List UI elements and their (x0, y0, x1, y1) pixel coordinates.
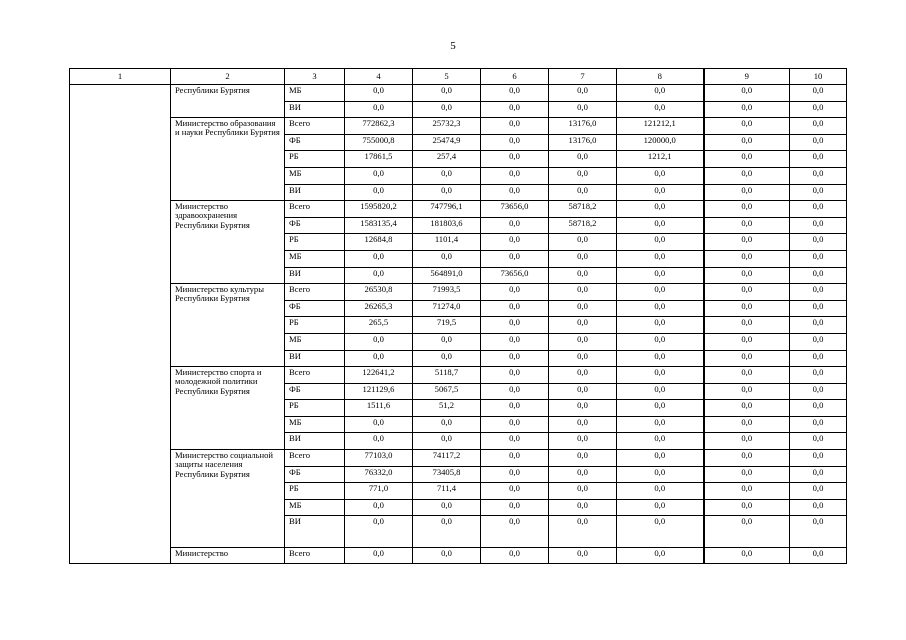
funding-source-cell: РБ (285, 234, 345, 251)
value-cell: 71993,5 (413, 284, 481, 301)
table-row (70, 201, 847, 218)
value-cell: 0,0 (481, 134, 549, 151)
value-cell: 0,0 (481, 383, 549, 400)
value-cell: 0,0 (790, 333, 847, 350)
value-cell: 0,0 (704, 499, 790, 516)
value-cell: 0,0 (549, 400, 617, 417)
value-cell: 0,0 (413, 333, 481, 350)
value-cell: 0,0 (704, 267, 790, 284)
value-cell: 0,0 (549, 250, 617, 267)
funding-source-cell: Всего (285, 284, 345, 301)
value-cell: 0,0 (549, 101, 617, 118)
value-cell: 0,0 (549, 284, 617, 301)
value-cell: 0,0 (481, 250, 549, 267)
value-cell: 564891,0 (413, 267, 481, 284)
value-cell: 0,0 (481, 450, 549, 467)
funding-source-cell: ВИ (285, 101, 345, 118)
header-cell: 3 (285, 69, 345, 85)
table-row (70, 118, 847, 135)
value-cell: 0,0 (345, 516, 413, 548)
value-cell: 26265,3 (345, 300, 413, 317)
value-cell: 13176,0 (549, 134, 617, 151)
value-cell: 0,0 (704, 118, 790, 135)
value-cell: 0,0 (481, 516, 549, 548)
value-cell: 0,0 (549, 151, 617, 168)
value-cell: 0,0 (704, 516, 790, 548)
value-cell: 26530,8 (345, 284, 413, 301)
value-cell: 1511,6 (345, 400, 413, 417)
value-cell: 0,0 (481, 118, 549, 135)
funding-source-cell: МБ (285, 416, 345, 433)
value-cell: 1595820,2 (345, 201, 413, 218)
value-cell: 0,0 (790, 118, 847, 135)
value-cell: 0,0 (704, 101, 790, 118)
value-cell: 74117,2 (413, 450, 481, 467)
value-cell: 265,5 (345, 317, 413, 334)
value-cell: 0,0 (617, 466, 704, 483)
value-cell: 0,0 (704, 367, 790, 384)
value-cell: 17861,5 (345, 151, 413, 168)
value-cell: 711,4 (413, 483, 481, 500)
table-row (70, 450, 847, 467)
value-cell: 0,0 (704, 350, 790, 367)
value-cell: 0,0 (481, 416, 549, 433)
value-cell: 755000,8 (345, 134, 413, 151)
value-cell: 0,0 (790, 317, 847, 334)
value-cell: 0,0 (345, 499, 413, 516)
value-cell: 0,0 (704, 416, 790, 433)
value-cell: 0,0 (704, 383, 790, 400)
organization-cell: Республики Бурятия (171, 85, 285, 118)
value-cell: 0,0 (481, 350, 549, 367)
value-cell: 0,0 (413, 350, 481, 367)
value-cell: 0,0 (413, 250, 481, 267)
value-cell: 0,0 (481, 367, 549, 384)
value-cell: 0,0 (345, 433, 413, 450)
value-cell: 0,0 (549, 85, 617, 102)
value-cell: 0,0 (617, 184, 704, 201)
value-cell: 0,0 (704, 234, 790, 251)
value-cell: 0,0 (481, 300, 549, 317)
funding-source-cell: Всего (285, 450, 345, 467)
value-cell: 0,0 (413, 167, 481, 184)
table-row (70, 85, 847, 102)
value-cell: 0,0 (481, 548, 549, 564)
value-cell: 0,0 (345, 548, 413, 564)
value-cell: 0,0 (617, 416, 704, 433)
value-cell: 0,0 (413, 85, 481, 102)
value-cell: 1101,4 (413, 234, 481, 251)
value-cell: 0,0 (790, 483, 847, 500)
value-cell: 0,0 (549, 167, 617, 184)
value-cell: 0,0 (345, 184, 413, 201)
organization-cell: Министерство культуры Республики Бурятия (171, 284, 285, 367)
value-cell: 0,0 (704, 483, 790, 500)
value-cell: 257,4 (413, 151, 481, 168)
value-cell: 0,0 (704, 85, 790, 102)
value-cell: 0,0 (617, 499, 704, 516)
value-cell: 0,0 (617, 367, 704, 384)
funding-source-cell: ВИ (285, 433, 345, 450)
value-cell: 0,0 (345, 167, 413, 184)
value-cell: 0,0 (481, 217, 549, 234)
value-cell: 0,0 (617, 300, 704, 317)
value-cell: 0,0 (790, 85, 847, 102)
value-cell: 1583135,4 (345, 217, 413, 234)
value-cell: 0,0 (481, 466, 549, 483)
funding-source-cell: ВИ (285, 267, 345, 284)
table-row (70, 367, 847, 384)
funding-source-cell: РБ (285, 317, 345, 334)
value-cell: 122641,2 (345, 367, 413, 384)
value-cell: 0,0 (549, 416, 617, 433)
value-cell: 0,0 (481, 85, 549, 102)
value-cell: 5067,5 (413, 383, 481, 400)
value-cell: 0,0 (617, 85, 704, 102)
organization-cell: Министерство спорта и молодежной политики Республики Бурятия (171, 367, 285, 450)
value-cell: 0,0 (704, 433, 790, 450)
value-cell: 0,0 (790, 167, 847, 184)
value-cell: 0,0 (413, 548, 481, 564)
value-cell: 0,0 (549, 466, 617, 483)
value-cell: 58718,2 (549, 201, 617, 218)
value-cell: 0,0 (617, 450, 704, 467)
row-number-cell (70, 85, 171, 564)
value-cell: 0,0 (345, 350, 413, 367)
organization-cell: Министерство (171, 548, 285, 564)
value-cell: 0,0 (617, 101, 704, 118)
funding-source-cell: Всего (285, 548, 345, 564)
funding-source-cell: ФБ (285, 217, 345, 234)
funding-source-cell: МБ (285, 333, 345, 350)
funding-source-cell: ВИ (285, 184, 345, 201)
value-cell: 0,0 (790, 400, 847, 417)
value-cell: 0,0 (345, 101, 413, 118)
value-cell: 0,0 (345, 267, 413, 284)
value-cell: 0,0 (345, 416, 413, 433)
value-cell: 0,0 (790, 250, 847, 267)
value-cell: 5118,7 (413, 367, 481, 384)
value-cell: 747796,1 (413, 201, 481, 218)
value-cell: 0,0 (704, 284, 790, 301)
header-cell: 2 (171, 69, 285, 85)
value-cell: 0,0 (790, 184, 847, 201)
value-cell: 0,0 (790, 284, 847, 301)
header-cell: 8 (617, 69, 704, 85)
value-cell: 0,0 (549, 548, 617, 564)
value-cell: 0,0 (549, 234, 617, 251)
value-cell: 73405,8 (413, 466, 481, 483)
header-cell: 10 (790, 69, 847, 85)
value-cell: 120000,0 (617, 134, 704, 151)
funding-source-cell: ФБ (285, 383, 345, 400)
value-cell: 0,0 (481, 234, 549, 251)
header-cell: 6 (481, 69, 549, 85)
value-cell: 0,0 (790, 433, 847, 450)
value-cell: 0,0 (549, 499, 617, 516)
value-cell: 0,0 (617, 201, 704, 218)
value-cell: 0,0 (549, 333, 617, 350)
value-cell: 0,0 (345, 250, 413, 267)
value-cell: 0,0 (617, 234, 704, 251)
budget-table (69, 68, 847, 564)
value-cell: 0,0 (481, 101, 549, 118)
value-cell: 0,0 (617, 400, 704, 417)
value-cell: 0,0 (790, 499, 847, 516)
value-cell: 51,2 (413, 400, 481, 417)
value-cell: 76332,0 (345, 466, 413, 483)
value-cell: 77103,0 (345, 450, 413, 467)
value-cell: 0,0 (790, 151, 847, 168)
value-cell: 1212,1 (617, 151, 704, 168)
value-cell: 13176,0 (549, 118, 617, 135)
funding-source-cell: МБ (285, 499, 345, 516)
value-cell: 0,0 (617, 217, 704, 234)
value-cell: 0,0 (704, 548, 790, 564)
value-cell: 0,0 (617, 383, 704, 400)
value-cell: 0,0 (549, 300, 617, 317)
value-cell: 0,0 (617, 267, 704, 284)
funding-source-cell: ФБ (285, 466, 345, 483)
value-cell: 0,0 (617, 483, 704, 500)
funding-source-cell: ВИ (285, 350, 345, 367)
value-cell: 0,0 (413, 184, 481, 201)
value-cell: 0,0 (790, 101, 847, 118)
value-cell: 0,0 (549, 317, 617, 334)
header-cell: 1 (70, 69, 171, 85)
funding-source-cell: Всего (285, 367, 345, 384)
value-cell: 0,0 (549, 433, 617, 450)
value-cell: 0,0 (790, 516, 847, 548)
value-cell: 0,0 (481, 333, 549, 350)
organization-cell: Министерство социальной защиты населения Республики Бурятия (171, 450, 285, 548)
value-cell: 0,0 (704, 300, 790, 317)
value-cell: 121212,1 (617, 118, 704, 135)
header-cell: 4 (345, 69, 413, 85)
table-row (70, 548, 847, 564)
value-cell: 0,0 (790, 217, 847, 234)
funding-source-cell: Всего (285, 201, 345, 218)
value-cell: 0,0 (704, 184, 790, 201)
value-cell: 0,0 (549, 267, 617, 284)
value-cell: 0,0 (704, 317, 790, 334)
value-cell: 121129,6 (345, 383, 413, 400)
value-cell: 0,0 (617, 516, 704, 548)
value-cell: 0,0 (481, 433, 549, 450)
value-cell: 0,0 (549, 367, 617, 384)
value-cell: 0,0 (413, 516, 481, 548)
value-cell: 0,0 (704, 134, 790, 151)
value-cell: 0,0 (704, 250, 790, 267)
value-cell: 0,0 (790, 201, 847, 218)
value-cell: 0,0 (481, 151, 549, 168)
funding-source-cell: МБ (285, 250, 345, 267)
value-cell: 0,0 (481, 483, 549, 500)
table-body (70, 69, 847, 564)
value-cell: 0,0 (790, 350, 847, 367)
value-cell: 12684,8 (345, 234, 413, 251)
value-cell: 0,0 (481, 400, 549, 417)
value-cell: 25474,9 (413, 134, 481, 151)
value-cell: 0,0 (413, 416, 481, 433)
value-cell: 73656,0 (481, 201, 549, 218)
value-cell: 0,0 (790, 300, 847, 317)
value-cell: 0,0 (413, 433, 481, 450)
funding-source-cell: ФБ (285, 300, 345, 317)
value-cell: 0,0 (549, 483, 617, 500)
value-cell: 0,0 (481, 167, 549, 184)
header-row (70, 69, 847, 85)
value-cell: 0,0 (617, 250, 704, 267)
value-cell: 73656,0 (481, 267, 549, 284)
funding-source-cell: РБ (285, 151, 345, 168)
value-cell: 58718,2 (549, 217, 617, 234)
funding-source-cell: ФБ (285, 134, 345, 151)
organization-cell: Министерство здравоохранения Республики Бурятия (171, 201, 285, 284)
header-cell: 9 (704, 69, 790, 85)
funding-source-cell: ВИ (285, 516, 345, 548)
value-cell: 0,0 (549, 516, 617, 548)
value-cell: 0,0 (481, 184, 549, 201)
value-cell: 0,0 (481, 317, 549, 334)
value-cell: 0,0 (549, 450, 617, 467)
value-cell: 181803,6 (413, 217, 481, 234)
value-cell: 0,0 (617, 167, 704, 184)
header-cell: 5 (413, 69, 481, 85)
value-cell: 0,0 (790, 383, 847, 400)
value-cell: 0,0 (790, 416, 847, 433)
value-cell: 0,0 (704, 466, 790, 483)
page-number: 5 (450, 40, 456, 52)
value-cell: 0,0 (481, 499, 549, 516)
value-cell: 0,0 (790, 267, 847, 284)
value-cell: 0,0 (790, 466, 847, 483)
table-row (70, 284, 847, 301)
value-cell: 71274,0 (413, 300, 481, 317)
value-cell: 0,0 (617, 317, 704, 334)
value-cell: 0,0 (345, 85, 413, 102)
header-cell: 7 (549, 69, 617, 85)
value-cell: 0,0 (617, 433, 704, 450)
value-cell: 0,0 (617, 333, 704, 350)
value-cell: 0,0 (413, 101, 481, 118)
value-cell: 0,0 (790, 548, 847, 564)
value-cell: 0,0 (704, 151, 790, 168)
value-cell: 25732,3 (413, 118, 481, 135)
value-cell: 0,0 (704, 217, 790, 234)
value-cell: 719,5 (413, 317, 481, 334)
value-cell: 0,0 (790, 234, 847, 251)
funding-source-cell: РБ (285, 483, 345, 500)
value-cell: 0,0 (790, 367, 847, 384)
organization-cell: Министерство образования и науки Республики Бурятия (171, 118, 285, 201)
value-cell: 0,0 (704, 201, 790, 218)
value-cell: 0,0 (617, 284, 704, 301)
value-cell: 0,0 (549, 184, 617, 201)
value-cell: 0,0 (413, 499, 481, 516)
funding-source-cell: РБ (285, 400, 345, 417)
value-cell: 0,0 (790, 450, 847, 467)
funding-source-cell: Всего (285, 118, 345, 135)
value-cell: 0,0 (345, 333, 413, 350)
funding-source-cell: МБ (285, 85, 345, 102)
value-cell: 0,0 (790, 134, 847, 151)
funding-source-cell: МБ (285, 167, 345, 184)
value-cell: 0,0 (704, 450, 790, 467)
value-cell: 0,0 (617, 548, 704, 564)
value-cell: 0,0 (617, 350, 704, 367)
value-cell: 772862,3 (345, 118, 413, 135)
value-cell: 771,0 (345, 483, 413, 500)
value-cell: 0,0 (549, 383, 617, 400)
value-cell: 0,0 (481, 284, 549, 301)
value-cell: 0,0 (704, 333, 790, 350)
value-cell: 0,0 (704, 167, 790, 184)
value-cell: 0,0 (704, 400, 790, 417)
value-cell: 0,0 (549, 350, 617, 367)
